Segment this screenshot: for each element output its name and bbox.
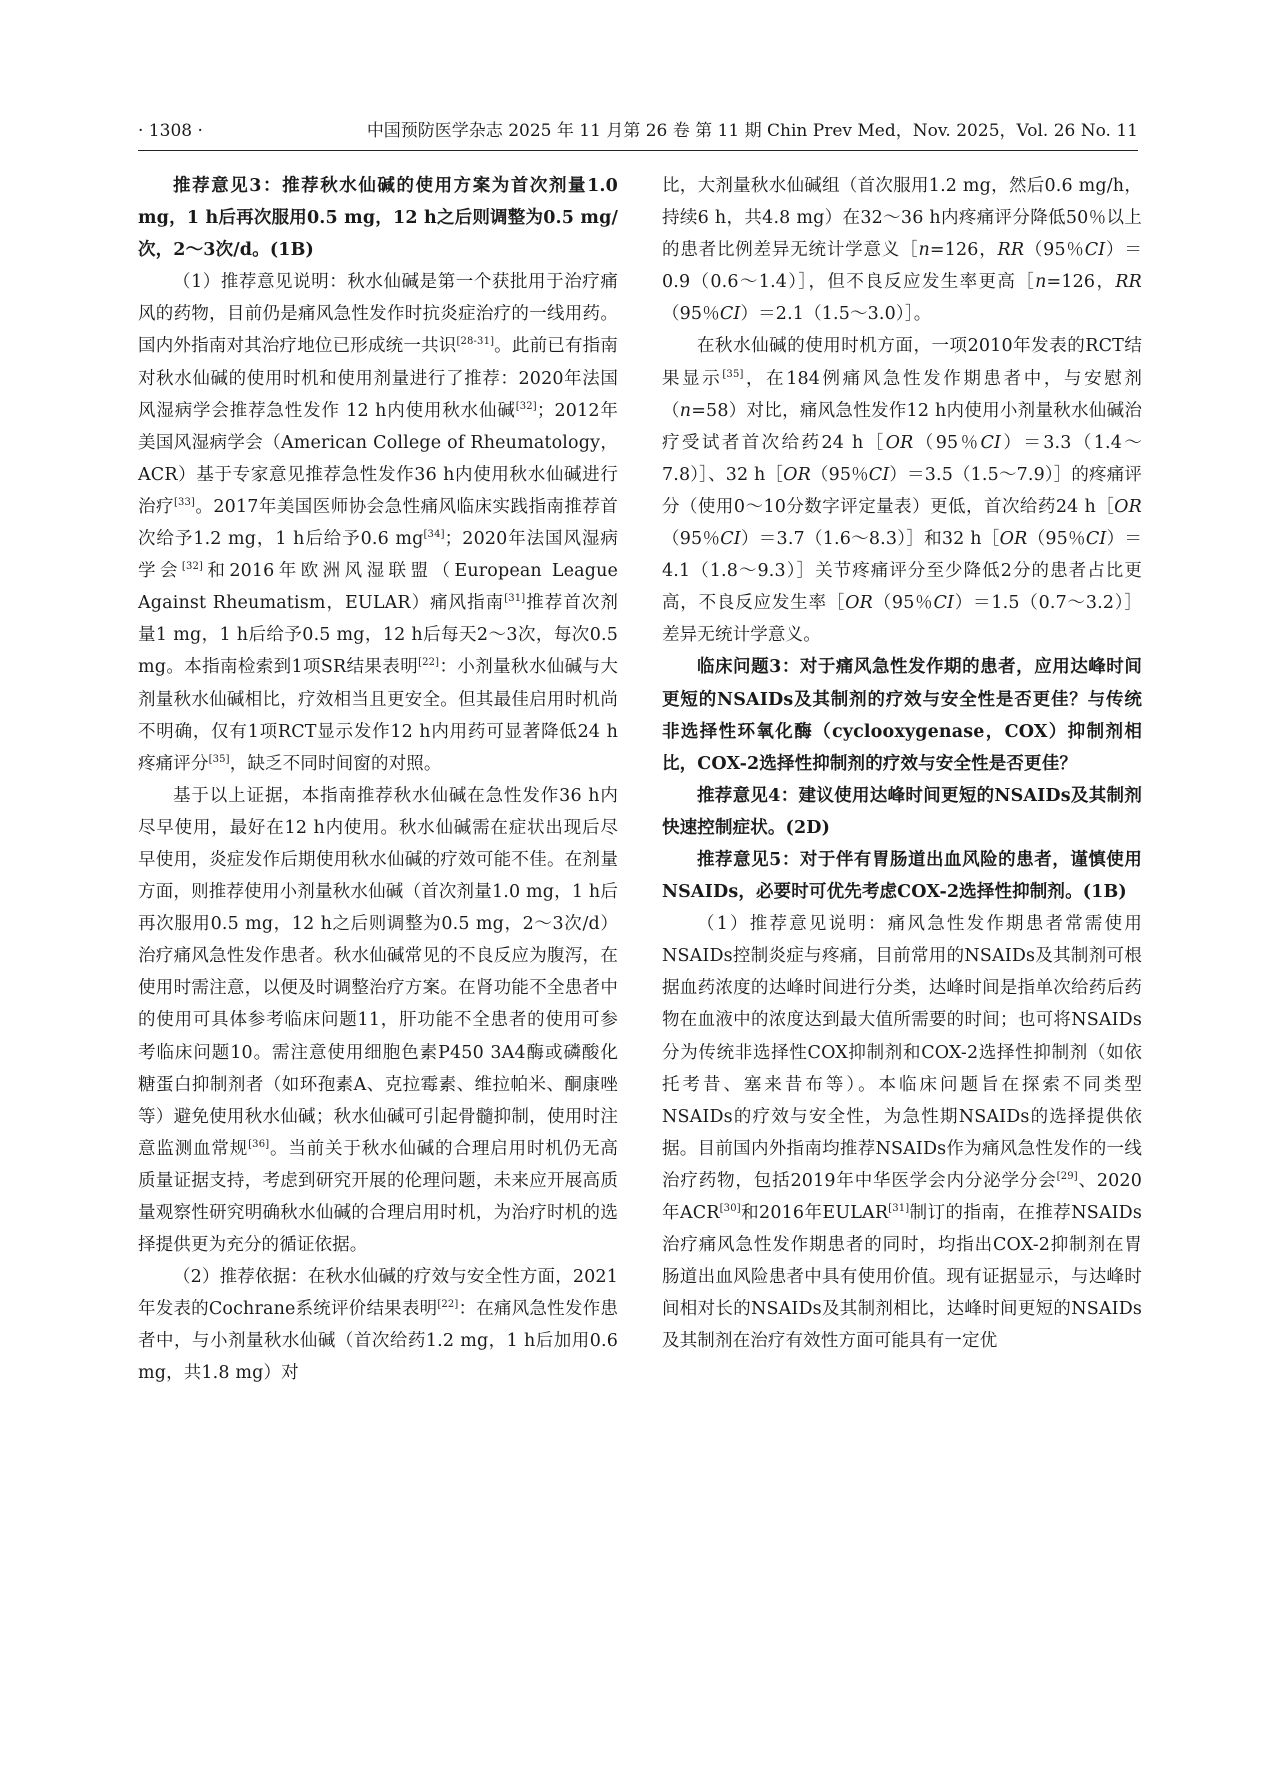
body-paragraph: （1）推荐意见说明：痛风急性发作期患者常需使用NSAIDs控制炎症与疼痛，目前常用的NSAIDs及其制剂可根据血药浓度的达峰时间进行分类，达峰时间是指单次给药后药物在血液中的浓度达到最大值所需要的时间；也可将NSAIDs分为传统非选择性COX抑制剂和COX-2选择性抑制剂（如依托考昔、塞来昔布等）。本临床问题旨在探索不同类型NSAIDs的疗效与安全性，为急性期NSAIDs的选择提供依据。目前国内外指南均推荐NSAIDs作为痛风急性发作的一线治疗药物，包括2019年中华医学会内分泌学分会[29]、2020年ACR[30]和2016年EULAR[31]制订的指南，在推荐NSAIDs治疗痛风急性发作期患者的同时，均指出COX-2抑制剂在胃肠道出血风险患者中具有使用价值。现有证据显示，与达峰时间相对长的NSAIDs及其制剂相比，达峰时间更短的NSAIDs及其制剂在治疗有效性方面可能具有一定优 xyxy=(662,914,1142,1352)
right-column xyxy=(662,170,1142,1357)
body-paragraph: 比，大剂量秋水仙碱组（首次服用1.2 mg，然后0.6 mg/h，持续6 h，共4.8 mg）在32～36 h内疼痛评分降低50％以上的患者比例差异无统计学意义［n=126，RR（95％CI）＝0.9（0.6～1.4）］，但不良反应发生率更高［n=126，RR（95％CI）＝2.1（1.5～3.0）］。 xyxy=(662,176,1142,325)
body-paragraph: 基于以上证据，本指南推荐秋水仙碱在急性发作36 h内尽早使用，最好在12 h内使用。秋水仙碱需在症状出现后尽早使用，炎症发作后期使用秋水仙碱的疗效可能不佳。在剂量方面，则推荐使用小剂量秋水仙碱（首次剂量1.0 mg，1 h后再次服用0.5 mg，12 h之后则调整为0.5 mg，2～3次/d）治疗痛风急性发作患者。秋水仙碱常见的不良反应为腹泻，在使用时需注意，以便及时调整治疗方案。在肾功能不全患者中的使用可具体参考临床问题11，肝功能不全患者的使用可参考临床问题10。需注意使用细胞色素P450 3A4酶或磷酸化糖蛋白抑制剂者（如环孢素A、克拉霉素、维拉帕米、酮康唑等）避免使用秋水仙碱；秋水仙碱可引起骨髓抑制，使用时注意监测血常规[36]。当前关于秋水仙碱的合理启用时机仍无高质量证据支持，考虑到研究开展的伦理问题，未来应开展高质量观察性研究明确秋水仙碱的合理启用时机，为治疗时机的选择提供更为充分的循证依据。 xyxy=(138,785,618,1256)
recommendation-paragraph: 推荐意见5：对于伴有胃肠道出血风险的患者，谨慎使用NSAIDs，必要时可优先考虑COX-2选择性抑制剂。(1B) xyxy=(662,849,1142,903)
page-number: · 1308 · xyxy=(138,121,203,141)
recommendation-paragraph: 临床问题3：对于痛风急性发作期的患者，应用达峰时间更短的NSAIDs及其制剂的疗效与安全性是否更佳？与传统非选择性环氧化酶（cyclooxygenase，COX）抑制剂相比，COX-2选择性抑制剂的疗效与安全性是否更佳？ xyxy=(662,657,1142,774)
running-header xyxy=(138,116,1138,151)
left-column xyxy=(138,170,618,1390)
recommendation-paragraph: 推荐意见3：推荐秋水仙碱的使用方案为首次剂量1.0 mg，1 h后再次服用0.5 mg，12 h之后则调整为0.5 mg/次，2～3次/d。(1B) xyxy=(138,176,618,261)
body-paragraph: （2）推荐依据：在秋水仙碱的疗效与安全性方面，2021年发表的Cochrane系统评价结果表明[22]：在痛风急性发作患者中，与小剂量秋水仙碱（首次给药1.2 mg，1 h后加用0.6 mg，共1.8 mg）对 xyxy=(138,1267,618,1384)
recommendation-paragraph: 推荐意见4：建议使用达峰时间更短的NSAIDs及其制剂快速控制症状。(2D) xyxy=(662,785,1142,838)
body-paragraph: 在秋水仙碱的使用时机方面，一项2010年发表的RCT结果显示[35]，在184例痛风急性发作期患者中，与安慰剂（n=58）对比，痛风急性发作12 h内使用小剂量秋水仙碱治疗受试者首次给药24 h［OR（95％CI）＝3.3（1.4～7.8）］、32 h［OR（95％CI）＝3.5（1.5～7.9）］的疼痛评分（使用0～10分数字评定量表）更低，首次给药24 h［OR（95％CI）＝3.7（1.6～8.3）］和32 h［OR（95％CI）＝4.1（1.8～9.3）］关节疼痛评分至少降低2分的患者占比更高，不良反应发生率［OR（95％CI）＝1.5（0.7～3.2）］差异无统计学意义。 xyxy=(662,336,1143,646)
body-paragraph: （1）推荐意见说明：秋水仙碱是第一个获批用于治疗痛风的药物，目前仍是痛风急性发作时抗炎症治疗的一线用药。国内外指南对其治疗地位已形成统一共识[28-31]。此前已有指南对秋水仙碱的使用时机和使用剂量进行了推荐：2020年法国风湿病学会推荐急性发作 12 h内使用秋水仙碱[32]；2012年美国风湿病学会（American College of Rheumatology，ACR）基于专家意见推荐急性发作36 h内使用秋水仙碱进行治疗[33]。2017年美国医师协会急性痛风临床实践指南推荐首次给予1.2 mg，1 h后给予0.6 mg[34]；2020年法国风湿病学会[32]和2016年欧洲风湿联盟（European League Against Rheumatism，EULAR）痛风指南[31]推荐首次剂量1 mg，1 h后给予0.5 mg，12 h后每天2～3次，每次0.5 mg。本指南检索到1项SR结果表明[22]：小剂量秋水仙碱与大剂量秋水仙碱相比，疗效相当且更安全。但其最佳启用时机尚不明确，仅有1项RCT显示发作12 h内用药可显著降低24 h疼痛评分[35]，缺乏不同时间窗的对照。 xyxy=(138,272,618,774)
journal-citation: 中国预防医学杂志 2025 年 11 月第 26 卷 第 11 期 Chin Prev Med，Nov. 2025，Vol. 26 No. 11 xyxy=(366,121,1138,141)
